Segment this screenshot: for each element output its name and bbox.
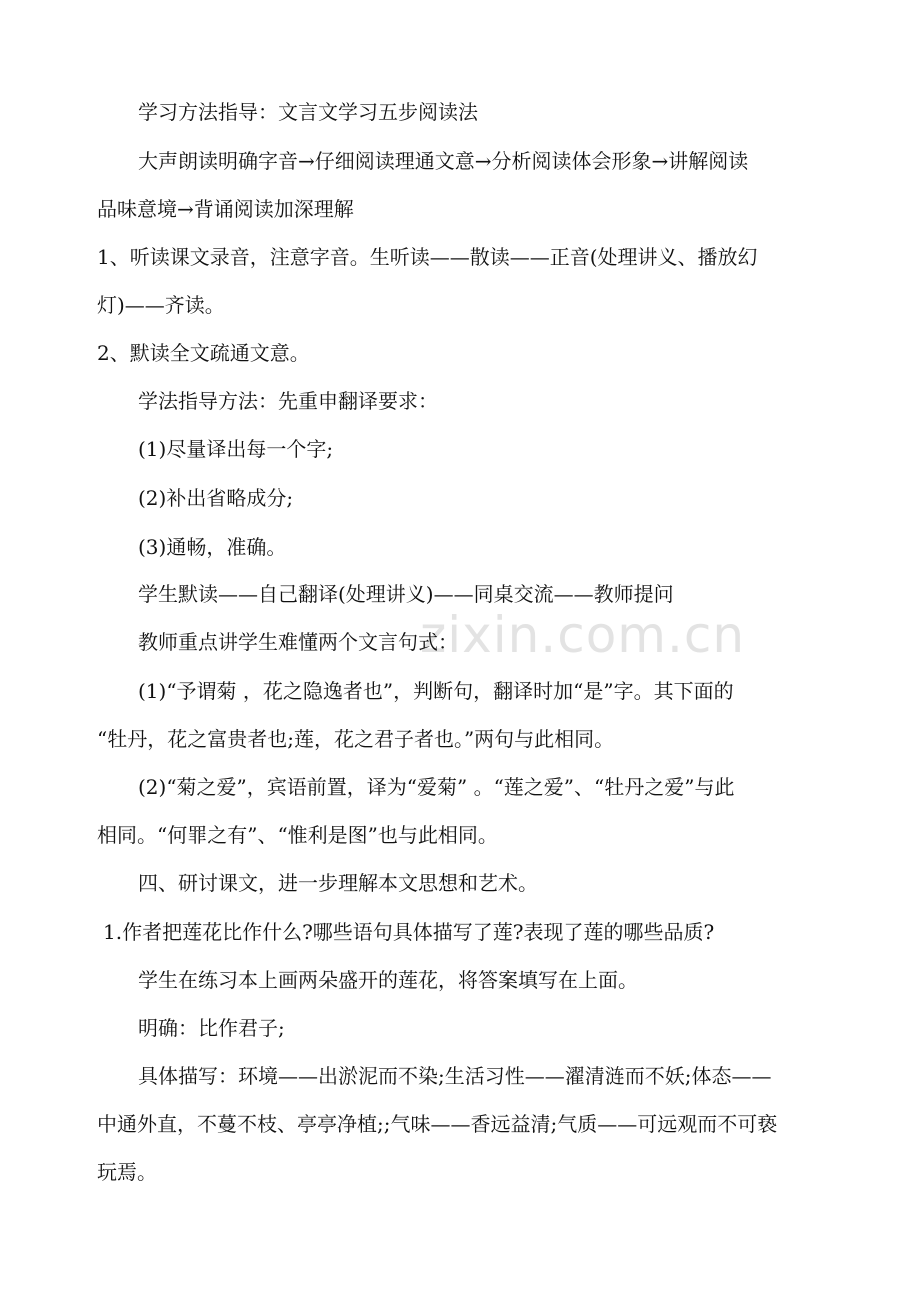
translation-guide: 学法指导方法：先重申翻译要求： (138, 389, 438, 413)
step1-line-2: 灯)——齐读。 (97, 293, 225, 317)
description-line-3: 玩焉。 (97, 1160, 157, 1184)
teacher-focus: 教师重点讲学生难懂两个文言句式： (138, 630, 458, 654)
question-1: 1.作者把莲花比作什么?哪些语句具体描写了莲?表现了莲的哪些品质? (103, 920, 715, 944)
five-step-line-2: 品味意境→背诵阅读加深理解 (97, 197, 354, 221)
section-four-heading: 四、研讨课文，进一步理解本文思想和艺术。 (138, 871, 538, 895)
description-line-1: 具体描写：环境——出淤泥而不染;生活习性——濯清涟而不妖;体态—— (138, 1064, 772, 1088)
sentence-pattern-2-line-1: (2)“菊之爱”，宾语前置，译为“爱菊” 。“莲之爱”、“牡丹之爱”与此 (138, 775, 735, 799)
student-activity: 学生在练习本上画两朵盛开的莲花，将答案填写在上面。 (138, 968, 638, 992)
watermark: zixin.com.cn (420, 606, 746, 664)
method-guide-heading: 学习方法指导：文言文学习五步阅读法 (138, 100, 478, 124)
step1-line-1: 1、听读课文录音，注意字音。生听读——散读——正音(处理讲义、播放幻 (97, 245, 758, 269)
answer-metaphor: 明确：比作君子; (138, 1016, 285, 1040)
sentence-pattern-1-line-1: (1)“予谓菊 ，花之隐逸者也”，判断句，翻译时加“是”字。其下面的 (138, 679, 734, 703)
step2-heading: 2、默读全文疏通文意。 (97, 341, 310, 365)
sentence-pattern-1-line-2: “牡丹，花之富贵者也;莲，花之君子者也。”两句与此相同。 (97, 727, 615, 751)
student-process: 学生默读——自己翻译(处理讲义)——同桌交流——教师提问 (138, 582, 674, 606)
description-line-2: 中通外直，不蔓不枝、亭亭净植;;气味——香远益清;气质——可远观而不可亵 (97, 1112, 778, 1136)
sentence-pattern-2-line-2: 相同。“何罪之有”、“惟利是图”也与此相同。 (97, 823, 498, 847)
requirement-1: (1)尽量译出每一个字; (138, 437, 334, 461)
requirement-2: (2)补出省略成分; (138, 486, 294, 510)
five-step-line-1: 大声朗读明确字音→仔细阅读理通文意→分析阅读体会形象→讲解阅读 (138, 149, 749, 173)
requirement-3: (3)通畅，准确。 (138, 535, 287, 559)
